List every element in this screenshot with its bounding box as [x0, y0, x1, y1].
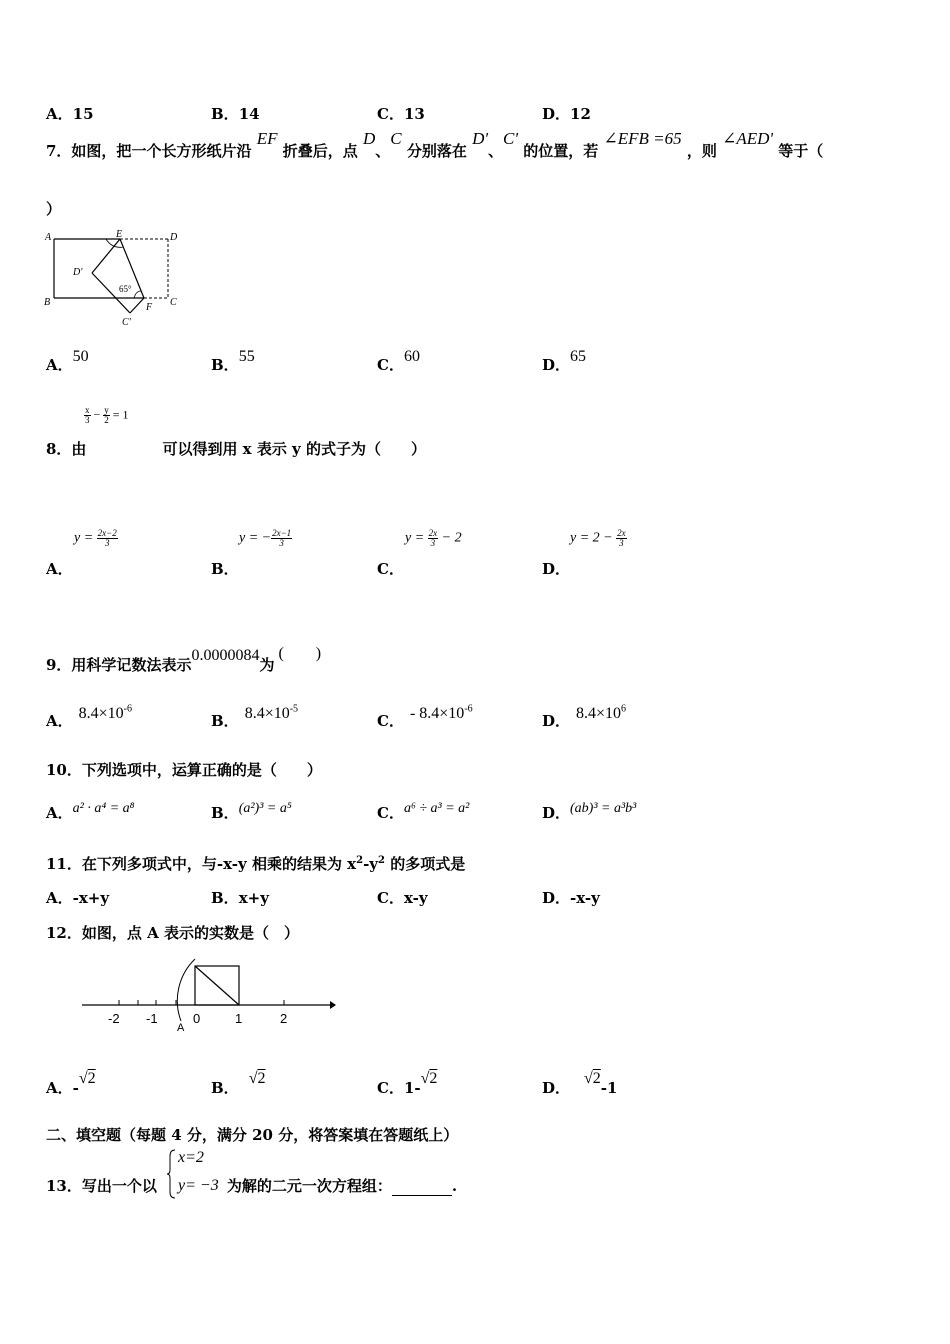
q6-option-a: A．15: [46, 105, 94, 123]
tick-label-1: 1: [235, 1011, 243, 1026]
q7-rectangle-fold-figure: [40, 225, 190, 333]
fig-label-dprime: D': [73, 267, 83, 278]
q11-option-c: C．x-y: [377, 889, 428, 907]
q12-option-a: A．-√2: [46, 1070, 96, 1097]
q8-option-c: y = $\frac{2x}{3}$ − 2 C．: [377, 528, 462, 578]
q9-stem: 9．用科学记数法表示0.0000084为( ): [46, 645, 322, 674]
q6-option-c: C．13: [377, 105, 425, 123]
q9-option-d: D． $8.4\times 10^6$: [542, 703, 627, 730]
fig-label-angle: 65°: [119, 284, 132, 294]
fig-label-a: A: [45, 232, 52, 243]
q7-stem: 7．如图，把一个长方形纸片沿 EF 折叠后，点 D、C 分别落在 D'、C' 的位置，若 ∠EFB =65 ，则 ∠AED' 等于（: [46, 129, 824, 160]
q10-option-c: C．a⁶ ÷ a³ = a²: [377, 801, 470, 822]
q8-option-a: y = $\frac{2x-2}{3}$ A．: [46, 528, 117, 578]
q9-option-c: C． - $8.4\times 10^{-6}$: [377, 703, 473, 730]
q10-option-b: B．(a²)³ = a⁵: [211, 801, 292, 822]
fig-label-b: B: [44, 297, 51, 308]
q6-option-d: D．12: [542, 105, 591, 123]
q8-stem: 8．由 可以得到用 x 表示 y 的式子为（ ）: [46, 440, 426, 458]
q11-stem: 11．在下列多项式中，与-x-y 相乘的结果为 $x^2-y^2$ 的多项式是: [46, 855, 466, 873]
q11-option-a: A．-x+y: [46, 889, 110, 907]
q12-stem: 12．如图，点 A 表示的实数是（ ）: [46, 924, 299, 942]
q13-equation-system: [166, 1148, 238, 1200]
q8-option-b: y = − $\frac{2x-1}{3}$ B．: [211, 528, 292, 578]
tick-label-neg2: -2: [108, 1011, 120, 1026]
q6-option-b: B．14: [211, 105, 260, 123]
q12-option-d: D．√2-1: [542, 1070, 618, 1097]
fig-label-c: C: [170, 297, 177, 308]
q10-stem: 10．下列选项中，运算正确的是（ ）: [46, 761, 322, 779]
q11-option-b: B．x+y: [211, 889, 269, 907]
q8-option-d: y = 2 − $\frac{2x}{3}$ D．: [542, 528, 626, 578]
q10-option-d: D．(ab)³ = a³b³: [542, 801, 637, 822]
tick-label-0: 0: [193, 1011, 201, 1026]
q10-option-a: A．a² · a⁴ = a⁸: [46, 801, 135, 822]
q7-option-a: A．50: [46, 348, 89, 374]
tick-label-neg1: -1: [146, 1011, 158, 1026]
q12-option-c: C．1-√2: [377, 1070, 438, 1097]
q12-number-line-figure: [78, 955, 338, 1035]
q13-answer-blank[interactable]: [392, 1181, 452, 1196]
tick-label-2: 2: [280, 1011, 288, 1026]
fig-label-f: F: [146, 302, 153, 313]
fig-label-cprime: C': [122, 317, 131, 328]
section-2-title: 二、填空题（每题 4 分，满分 20 分，将答案填在答题纸上）: [46, 1126, 459, 1144]
q13-line-1: x=2: [178, 1149, 204, 1166]
q7-option-d: D．65: [542, 348, 587, 374]
fig-label-d: D: [170, 232, 178, 243]
q11-option-d: D．-x-y: [542, 889, 600, 907]
q9-option-b: B． $8.4\times 10^{-5}$: [211, 703, 299, 730]
q7-stem-close: ）: [46, 200, 62, 218]
left-brace-icon: [166, 1148, 176, 1200]
q7-option-b: B．55: [211, 348, 255, 374]
q8-equation: $\frac{x}{3}$ − $\frac{y}{2}$ = 1: [85, 405, 129, 425]
q12-option-b: B．√2: [211, 1070, 266, 1097]
point-a-label: A: [177, 1022, 185, 1034]
fig-label-e: E: [116, 229, 123, 240]
q9-option-a: A． $8.4\times 10^{-6}$: [46, 703, 133, 730]
q13-stem: 13．写出一个以 为解的二元一次方程组： .: [46, 1177, 458, 1195]
q7-option-c: C．60: [377, 348, 420, 374]
q13-line-2: y= −3: [178, 1177, 219, 1194]
